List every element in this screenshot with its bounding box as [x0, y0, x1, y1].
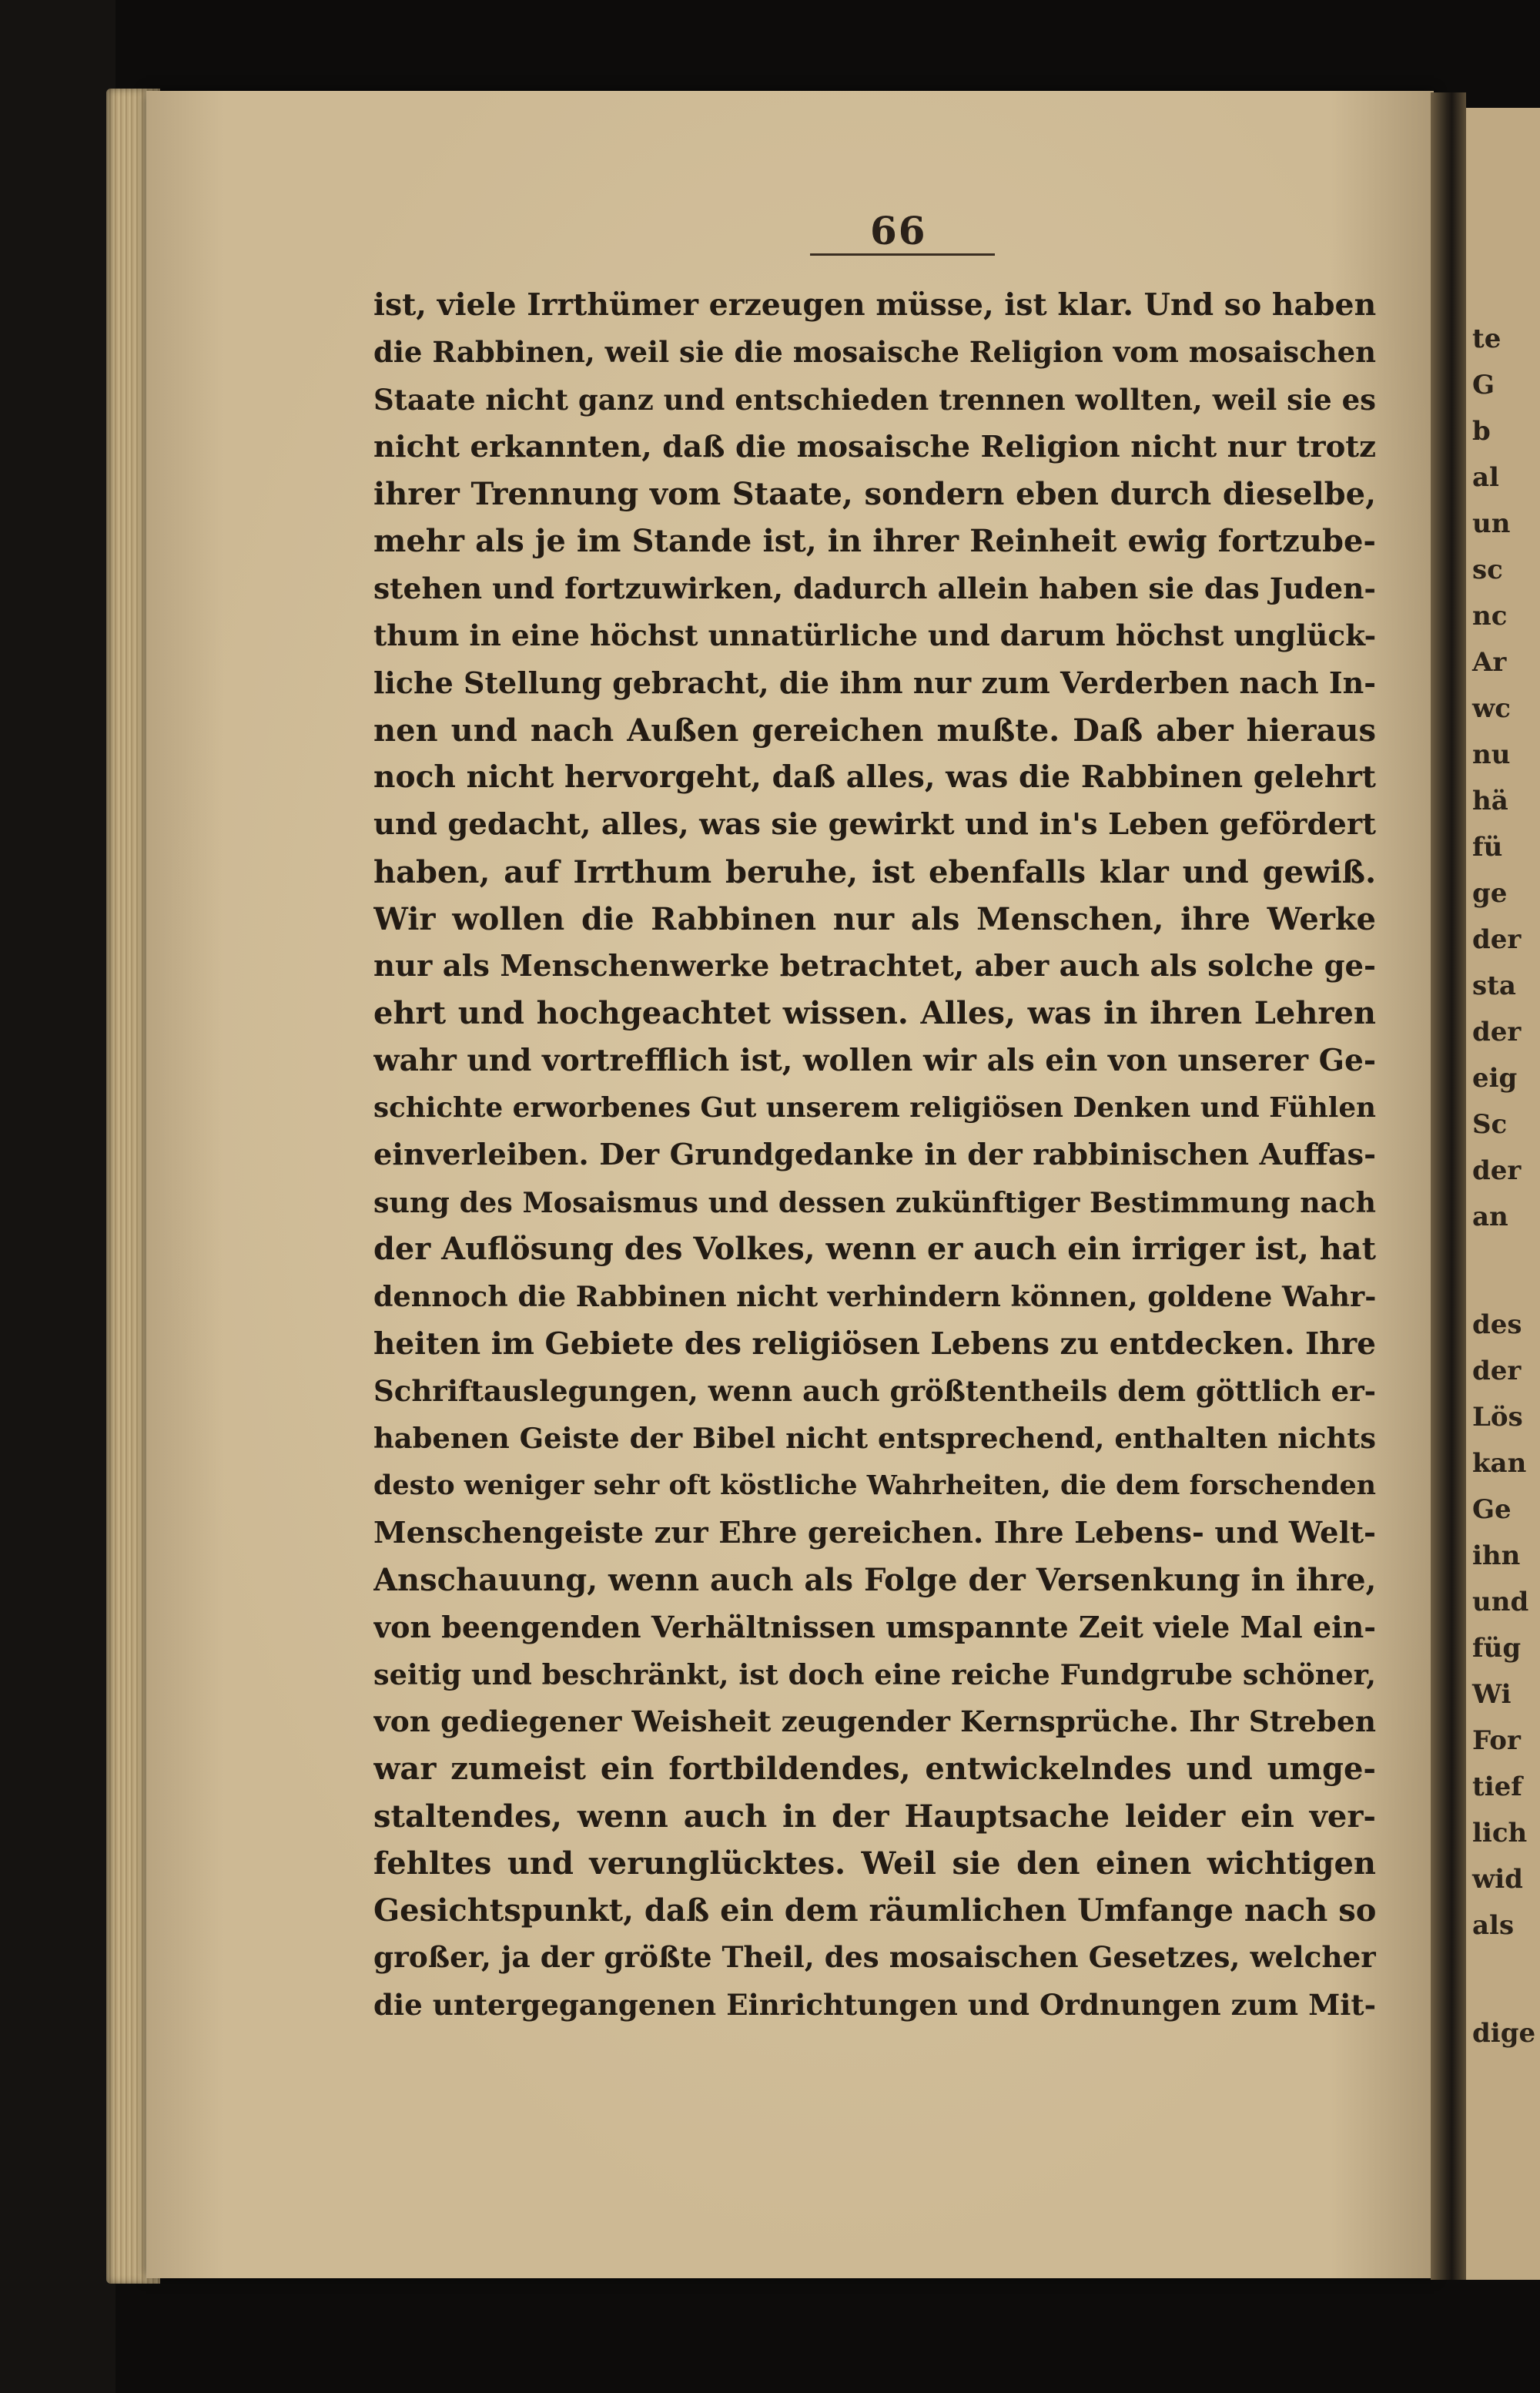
text-line: habenen Geiste der Bibel nicht entsprechend, enthalten nichts [373, 1421, 1376, 1456]
next-page-text-fragment: der [1472, 1017, 1522, 1047]
text-line: noch nicht hervorgeht, daß alles, was die Rabbinen gelehrt [373, 759, 1376, 795]
text-line: und gedacht, alles, was sie gewirkt und in's Leben gefördert [373, 807, 1376, 843]
next-page-text-fragment: der [1472, 924, 1522, 955]
text-line: Schriftauslegungen, wenn auch größtentheils dem göttlich er- [373, 1373, 1376, 1408]
text-line: wahr und vortrefflich ist, wollen wir als ein von unserer Ge- [373, 1042, 1376, 1078]
next-page-text-fragment: Ar [1472, 647, 1507, 678]
text-line: fehltes und verunglücktes. Weil sie den einen wichtigen [373, 1845, 1376, 1882]
next-page-text-fragment: und [1472, 1587, 1529, 1617]
next-page-text-fragment: Ge [1472, 1494, 1512, 1525]
next-page-text-fragment: des [1472, 1309, 1522, 1340]
next-page-text-fragment: sc [1472, 555, 1503, 585]
next-page-text-fragment: un [1472, 508, 1511, 539]
text-line: stehen und fortzuwirken, dadurch allein haben sie das Juden- [373, 571, 1376, 605]
text-line: ihrer Trennung vom Staate, sondern eben durch dieselbe, [373, 476, 1376, 513]
text-line: seitig und beschränkt, ist doch eine reiche Fundgrube schöner, [373, 1657, 1376, 1691]
body-text [373, 282, 1376, 2029]
next-page-text-fragment: nu [1472, 739, 1511, 770]
text-line: thum in eine höchst unnatürliche und darum höchst unglück- [373, 618, 1376, 653]
text-line: ist, viele Irrthümer erzeugen müsse, ist klar. Und so haben [373, 287, 1376, 323]
text-line: großer, ja der größte Theil, des mosaischen Gesetzes, welcher [373, 1940, 1376, 1975]
next-page-text-fragment: sta [1472, 970, 1516, 1001]
text-line: ehrt und hochgeachtet wissen. Alles, was in ihren Lehren [373, 995, 1376, 1032]
next-page-text-fragment: Lös [1472, 1402, 1523, 1433]
next-page-text-fragment: dige [1472, 2018, 1536, 2049]
next-page-text-fragment: te [1472, 323, 1502, 354]
next-page-text-fragment: nc [1472, 601, 1508, 632]
text-line: liche Stellung gebracht, die ihm nur zum Verderben nach In- [373, 665, 1376, 701]
next-page-text-fragment: lich [1472, 1818, 1528, 1848]
text-line: von beengenden Verhältnissen umspannte Zeit viele Mal ein- [373, 1610, 1376, 1645]
text-line: einverleiben. Der Grundgedanke in der rabbinischen Auffas- [373, 1138, 1376, 1173]
text-line: Wir wollen die Rabbinen nur als Menschen, ihre Werke [373, 900, 1376, 937]
next-page-text-fragment: hä [1472, 786, 1508, 816]
text-line: nur als Menschenwerke betrachtet, aber auch als solche ge- [373, 949, 1376, 984]
text-line: dennoch die Rabbinen nicht verhindern können, goldene Wahr- [373, 1280, 1376, 1314]
next-page-text-fragment: der [1472, 1155, 1522, 1186]
next-page-text-fragment: kan [1472, 1448, 1527, 1479]
next-page-text-fragment: For [1472, 1725, 1521, 1756]
text-line: die Rabbinen, weil sie die mosaische Religion vom mosaischen [373, 335, 1376, 370]
next-page-text-fragment: ihn [1472, 1540, 1521, 1571]
page-number: 66 [870, 208, 927, 253]
next-page-text-fragment: b [1472, 416, 1491, 447]
next-page-text-fragment: G [1472, 370, 1495, 401]
text-line: Anschauung, wenn auch als Folge der Versenkung in ihre, [373, 1562, 1376, 1599]
next-page-text-fragment: der [1472, 1356, 1522, 1386]
next-page-text-fragment: al [1472, 462, 1499, 493]
next-page-text-fragment: Sc [1472, 1109, 1508, 1140]
book-cover-edge [0, 0, 116, 2393]
text-line: heiten im Gebiete des religiösen Lebens zu entdecken. Ihre [373, 1326, 1376, 1362]
book-gutter [1431, 92, 1466, 2280]
text-line: sung des Mosaismus und dessen zukünftiger Bestimmung nach [373, 1185, 1376, 1219]
next-page-text-fragment: wid [1472, 1864, 1523, 1895]
next-page-text-fragment: wc [1472, 693, 1511, 724]
text-line: staltendes, wenn auch in der Hauptsache leider ein ver- [373, 1798, 1376, 1835]
next-page-text-fragment: Wi [1472, 1679, 1512, 1710]
text-line: der Auflösung des Volkes, wenn er auch ein irriger ist, hat [373, 1231, 1376, 1267]
next-page-fragment [1466, 108, 1540, 2280]
text-line: mehr als je im Stande ist, in ihrer Reinheit ewig fortzube- [373, 523, 1376, 560]
text-line: schichte erworbenes Gut unserem religiösen Denken und Fühlen [373, 1091, 1376, 1124]
next-page-text-fragment: füg [1472, 1633, 1522, 1664]
header-rule [810, 253, 995, 256]
next-page-text-fragment: tief [1472, 1771, 1522, 1802]
text-line: desto weniger sehr oft köstliche Wahrheiten, die dem forschenden [373, 1470, 1376, 1502]
text-line: nen und nach Außen gereichen mußte. Daß aber hieraus [373, 712, 1376, 749]
next-page-text-fragment: fü [1472, 832, 1503, 863]
next-page-text-fragment: als [1472, 1910, 1515, 1941]
next-page-text-fragment: ge [1472, 878, 1508, 909]
text-line: von gediegener Weisheit zeugender Kernsprüche. Ihr Streben [373, 1704, 1376, 1738]
next-page-text-fragment: an [1472, 1202, 1508, 1232]
text-line: Staate nicht ganz und entschieden trennen wollten, weil sie es [373, 382, 1376, 417]
text-line: nicht erkannten, daß die mosaische Religion nicht nur trotz [373, 429, 1376, 464]
next-page-text-fragment: eig [1472, 1063, 1518, 1094]
text-line: war zumeist ein fortbildendes, entwickelndes und umge- [373, 1751, 1376, 1788]
text-line: haben, auf Irrthum beruhe, ist ebenfalls klar und gewiß. [373, 853, 1376, 890]
text-line: die untergegangenen Einrichtungen und Ordnungen zum Mit- [373, 1987, 1376, 2022]
text-line: Menschengeiste zur Ehre gereichen. Ihre Lebens- und Welt- [373, 1515, 1376, 1550]
text-line: Gesichtspunkt, daß ein dem räumlichen Umfange nach so [373, 1892, 1376, 1929]
